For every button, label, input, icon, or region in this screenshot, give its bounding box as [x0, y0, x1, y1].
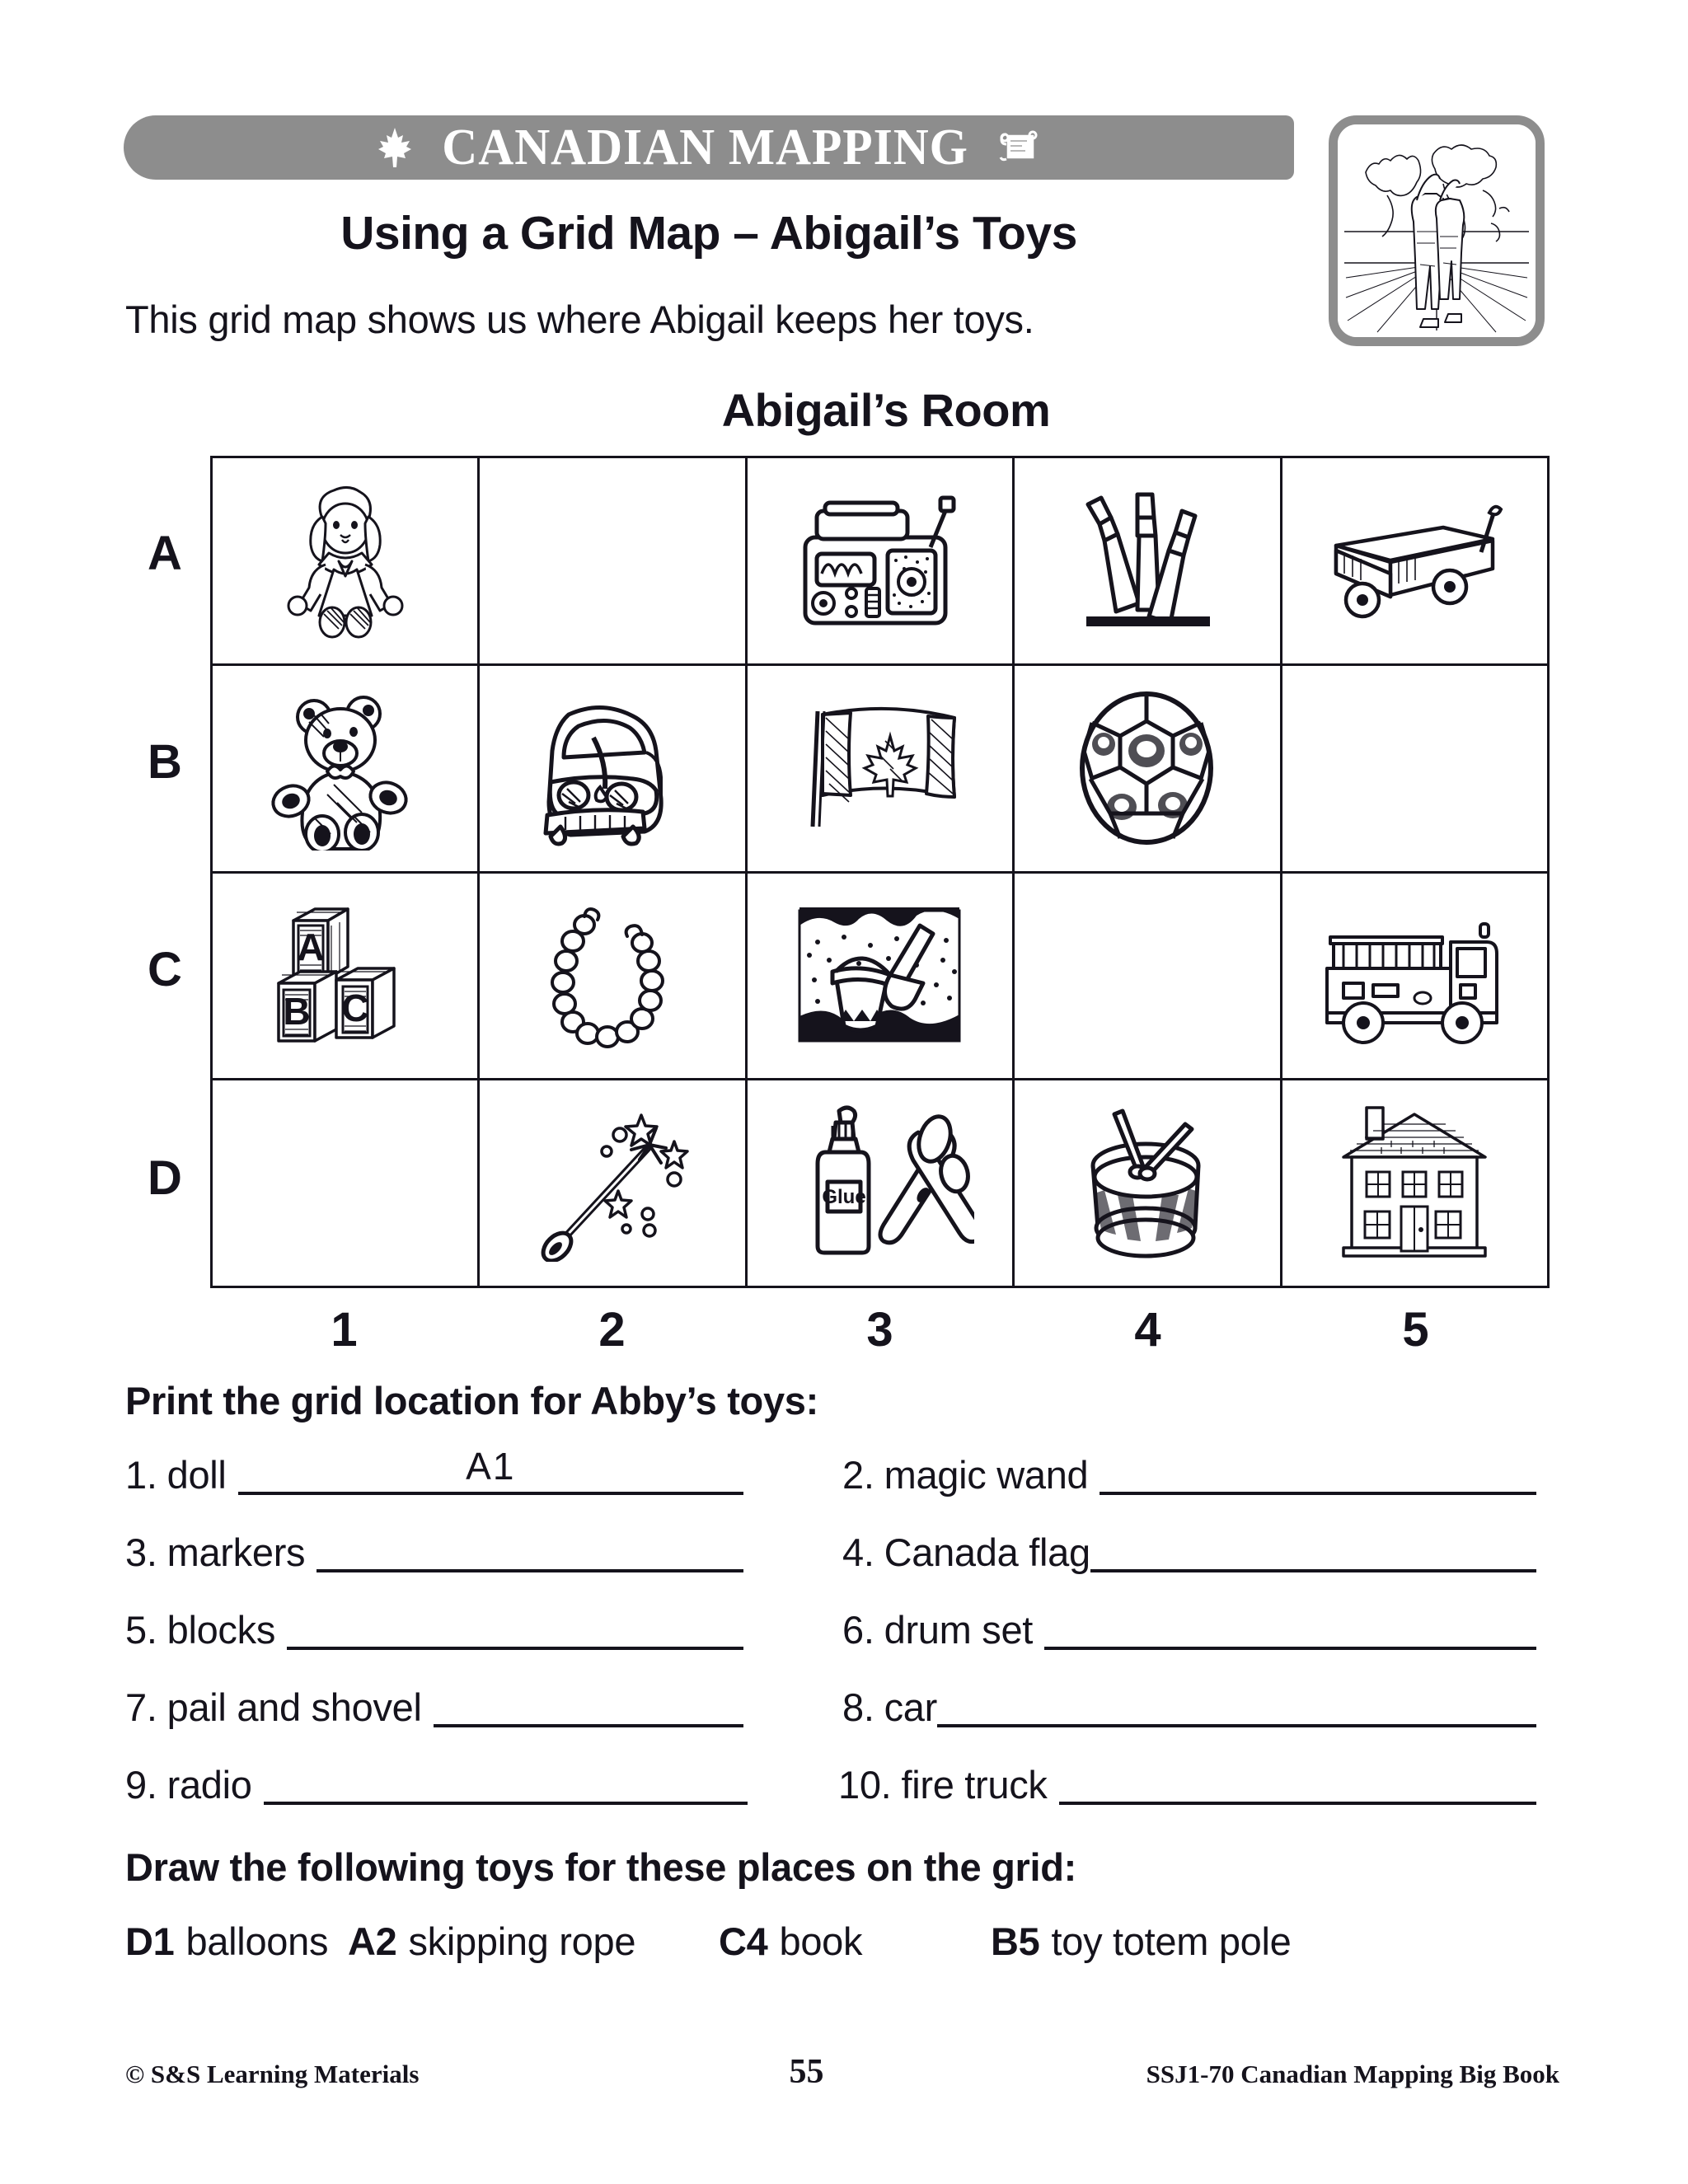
- draw-item-c4: [719, 1919, 991, 1964]
- question-label: doll: [166, 1452, 227, 1497]
- question-label: magic wand: [884, 1452, 1089, 1497]
- answer-blank-9[interactable]: [264, 1764, 748, 1805]
- grid-cell-b5[interactable]: [1281, 664, 1548, 872]
- markers-icon: [1065, 486, 1230, 635]
- doll-house-icon: [1332, 1103, 1497, 1263]
- grid-cell-b1[interactable]: [212, 664, 479, 872]
- question-row: [125, 1754, 1551, 1805]
- draw-item-label: skipping rope: [408, 1919, 636, 1963]
- svg-text:B: B: [283, 989, 311, 1033]
- draw-section-items: [125, 1919, 1551, 1964]
- grid-cell-d5[interactable]: [1281, 1080, 1548, 1287]
- doll-icon: [271, 482, 420, 639]
- answer-blank-10[interactable]: [1059, 1764, 1536, 1805]
- grid-cell-a1[interactable]: [212, 457, 479, 665]
- col-label-5: 5: [1402, 1303, 1429, 1357]
- grid-cell-c4[interactable]: [1014, 872, 1281, 1080]
- soccer-ball-icon: [1071, 688, 1223, 849]
- grid-cell-d4[interactable]: [1014, 1080, 1281, 1287]
- grid-row-b: [212, 664, 1549, 872]
- glue-and-scissors-icon: [785, 1103, 974, 1263]
- draw-item-label: balloons: [185, 1919, 329, 1963]
- draw-section-heading: Draw the following toys for these places on the grid:: [125, 1845, 1077, 1889]
- map-scroll-icon: [998, 128, 1041, 167]
- magic-wand-icon: [526, 1105, 699, 1262]
- question-item-4: [834, 1531, 1551, 1572]
- answer-blank-1[interactable]: [238, 1445, 743, 1495]
- question-item-10: [838, 1764, 1551, 1805]
- grid-cell-c5[interactable]: [1281, 872, 1548, 1080]
- draw-item-b5: [991, 1919, 1292, 1964]
- question-label: markers: [166, 1530, 306, 1574]
- draw-item-code: B5: [991, 1919, 1040, 1963]
- draw-item-a2: [348, 1919, 719, 1964]
- draw-item-code: C4: [719, 1919, 768, 1963]
- question-item-1: [125, 1445, 834, 1497]
- col-label-1: 1: [331, 1303, 358, 1357]
- question-label: Canada flag: [884, 1530, 1090, 1574]
- grid-cell-b2[interactable]: [479, 664, 746, 872]
- question-item-9: [125, 1764, 838, 1805]
- page-number: 55: [789, 2053, 824, 2091]
- col-label-2: 2: [598, 1303, 626, 1357]
- page-footer: [125, 2052, 1559, 2092]
- grid-row-c: [212, 872, 1549, 1080]
- grid-row-labels: [124, 456, 206, 1288]
- draw-item-d1: [125, 1919, 348, 1964]
- grid-cell-c1[interactable]: [212, 872, 479, 1080]
- row-label-a: A: [148, 527, 182, 580]
- pail-and-shovel-icon: [785, 906, 974, 1046]
- grid-cell-a2[interactable]: [479, 457, 746, 665]
- grid-cell-b3[interactable]: [746, 664, 1013, 872]
- row-label-c: C: [148, 943, 182, 996]
- question-label: car: [884, 1685, 937, 1729]
- questions-heading: Print the grid location for Abby’s toys:: [125, 1379, 818, 1422]
- page-subtitle: Using a Grid Map – Abigail’s Toys: [340, 207, 1077, 260]
- question-number: 9.: [125, 1762, 157, 1807]
- intro-text: This grid map shows us where Abigail keeps her toys.: [125, 298, 1034, 341]
- question-row: [125, 1599, 1551, 1650]
- questions-list: [125, 1444, 1551, 1831]
- draw-item-label: book: [779, 1919, 863, 1963]
- question-label: fire truck: [901, 1762, 1048, 1807]
- fire-truck-icon: [1315, 906, 1513, 1046]
- grid-cell-b4[interactable]: [1014, 664, 1281, 872]
- grid-map-title: Abigail’s Room: [721, 384, 1051, 436]
- maple-leaf-icon: [377, 126, 413, 169]
- abc-blocks-icon: [267, 898, 424, 1054]
- draw-item-code: A2: [348, 1919, 397, 1963]
- grid-cell-c2[interactable]: [479, 872, 746, 1080]
- answer-blank-3[interactable]: [316, 1531, 743, 1572]
- question-number: 3.: [125, 1530, 157, 1574]
- col-label-4: 4: [1134, 1303, 1161, 1357]
- header-banner: [124, 115, 1294, 180]
- question-number: 8.: [842, 1685, 874, 1729]
- question-label: pail and shovel: [166, 1685, 422, 1729]
- grid-table: [210, 456, 1550, 1288]
- drum-set-icon: [1065, 1103, 1230, 1263]
- grid-column-labels: [210, 1302, 1550, 1357]
- question-number: 10.: [838, 1762, 892, 1807]
- question-item-3: [125, 1531, 834, 1572]
- grid-cell-c3[interactable]: [746, 872, 1013, 1080]
- question-number: 2.: [842, 1452, 874, 1497]
- svg-text:Glue: Glue: [822, 1186, 867, 1209]
- question-label: radio: [166, 1762, 252, 1807]
- bead-necklace-icon: [530, 902, 695, 1050]
- question-row: [125, 1676, 1551, 1727]
- question-number: 6.: [842, 1607, 874, 1652]
- banner-bar: [124, 115, 1294, 180]
- wagon-icon: [1320, 494, 1509, 626]
- question-label: drum set: [884, 1607, 1034, 1652]
- answer-blank-6[interactable]: [1044, 1609, 1536, 1650]
- answer-blank-2[interactable]: [1100, 1454, 1536, 1495]
- teddy-bear-icon: [263, 686, 428, 851]
- svg-text:A: A: [297, 925, 325, 968]
- question-number: 7.: [125, 1685, 157, 1729]
- question-item-2: [834, 1454, 1551, 1495]
- question-number: 1.: [125, 1452, 157, 1497]
- svg-text:C: C: [341, 986, 369, 1029]
- col-label-3: 3: [866, 1303, 893, 1357]
- grid-map: [210, 456, 1550, 1288]
- grid-cell-d3[interactable]: [746, 1080, 1013, 1287]
- question-item-6: [834, 1609, 1551, 1650]
- answer-blank-8[interactable]: [937, 1686, 1536, 1727]
- row-label-d: D: [148, 1151, 182, 1205]
- grid-cell-a5[interactable]: [1281, 457, 1548, 665]
- question-number: 5.: [125, 1607, 157, 1652]
- grid-cell-a3[interactable]: [746, 457, 1013, 665]
- question-row: [125, 1444, 1551, 1495]
- radio-icon: [789, 486, 970, 635]
- grid-row-d: [212, 1080, 1549, 1287]
- row-label-b: B: [148, 735, 182, 789]
- draw-item-label: toy totem pole: [1051, 1919, 1292, 1963]
- question-item-8: [834, 1686, 1551, 1727]
- question-label: blocks: [166, 1607, 276, 1652]
- answer-blank-5[interactable]: [287, 1609, 743, 1650]
- answer-blank-4[interactable]: [1090, 1531, 1536, 1572]
- grid-cell-a4[interactable]: [1014, 457, 1281, 665]
- grid-cell-d2[interactable]: [479, 1080, 746, 1287]
- answer-value-1: A1: [466, 1445, 516, 1488]
- footer-copyright: © S&S Learning Materials: [125, 2060, 420, 2088]
- question-number: 4.: [842, 1530, 874, 1574]
- question-item-7: [125, 1686, 834, 1727]
- banner-title: CANADIAN MAPPING: [442, 120, 969, 176]
- question-item-5: [125, 1609, 834, 1650]
- car-icon: [518, 690, 707, 846]
- draw-item-code: D1: [125, 1919, 175, 1963]
- canada-flag-icon: [793, 690, 966, 846]
- footer-book-title: SSJ1-70 Canadian Mapping Big Book: [1146, 2060, 1559, 2088]
- question-row: [125, 1521, 1551, 1572]
- two-children-at-world-map-icon: [1338, 124, 1536, 337]
- grid-row-a: [212, 457, 1549, 665]
- grid-cell-d1[interactable]: [212, 1080, 479, 1287]
- header-illustration: [1329, 115, 1545, 346]
- answer-blank-7[interactable]: [434, 1686, 743, 1727]
